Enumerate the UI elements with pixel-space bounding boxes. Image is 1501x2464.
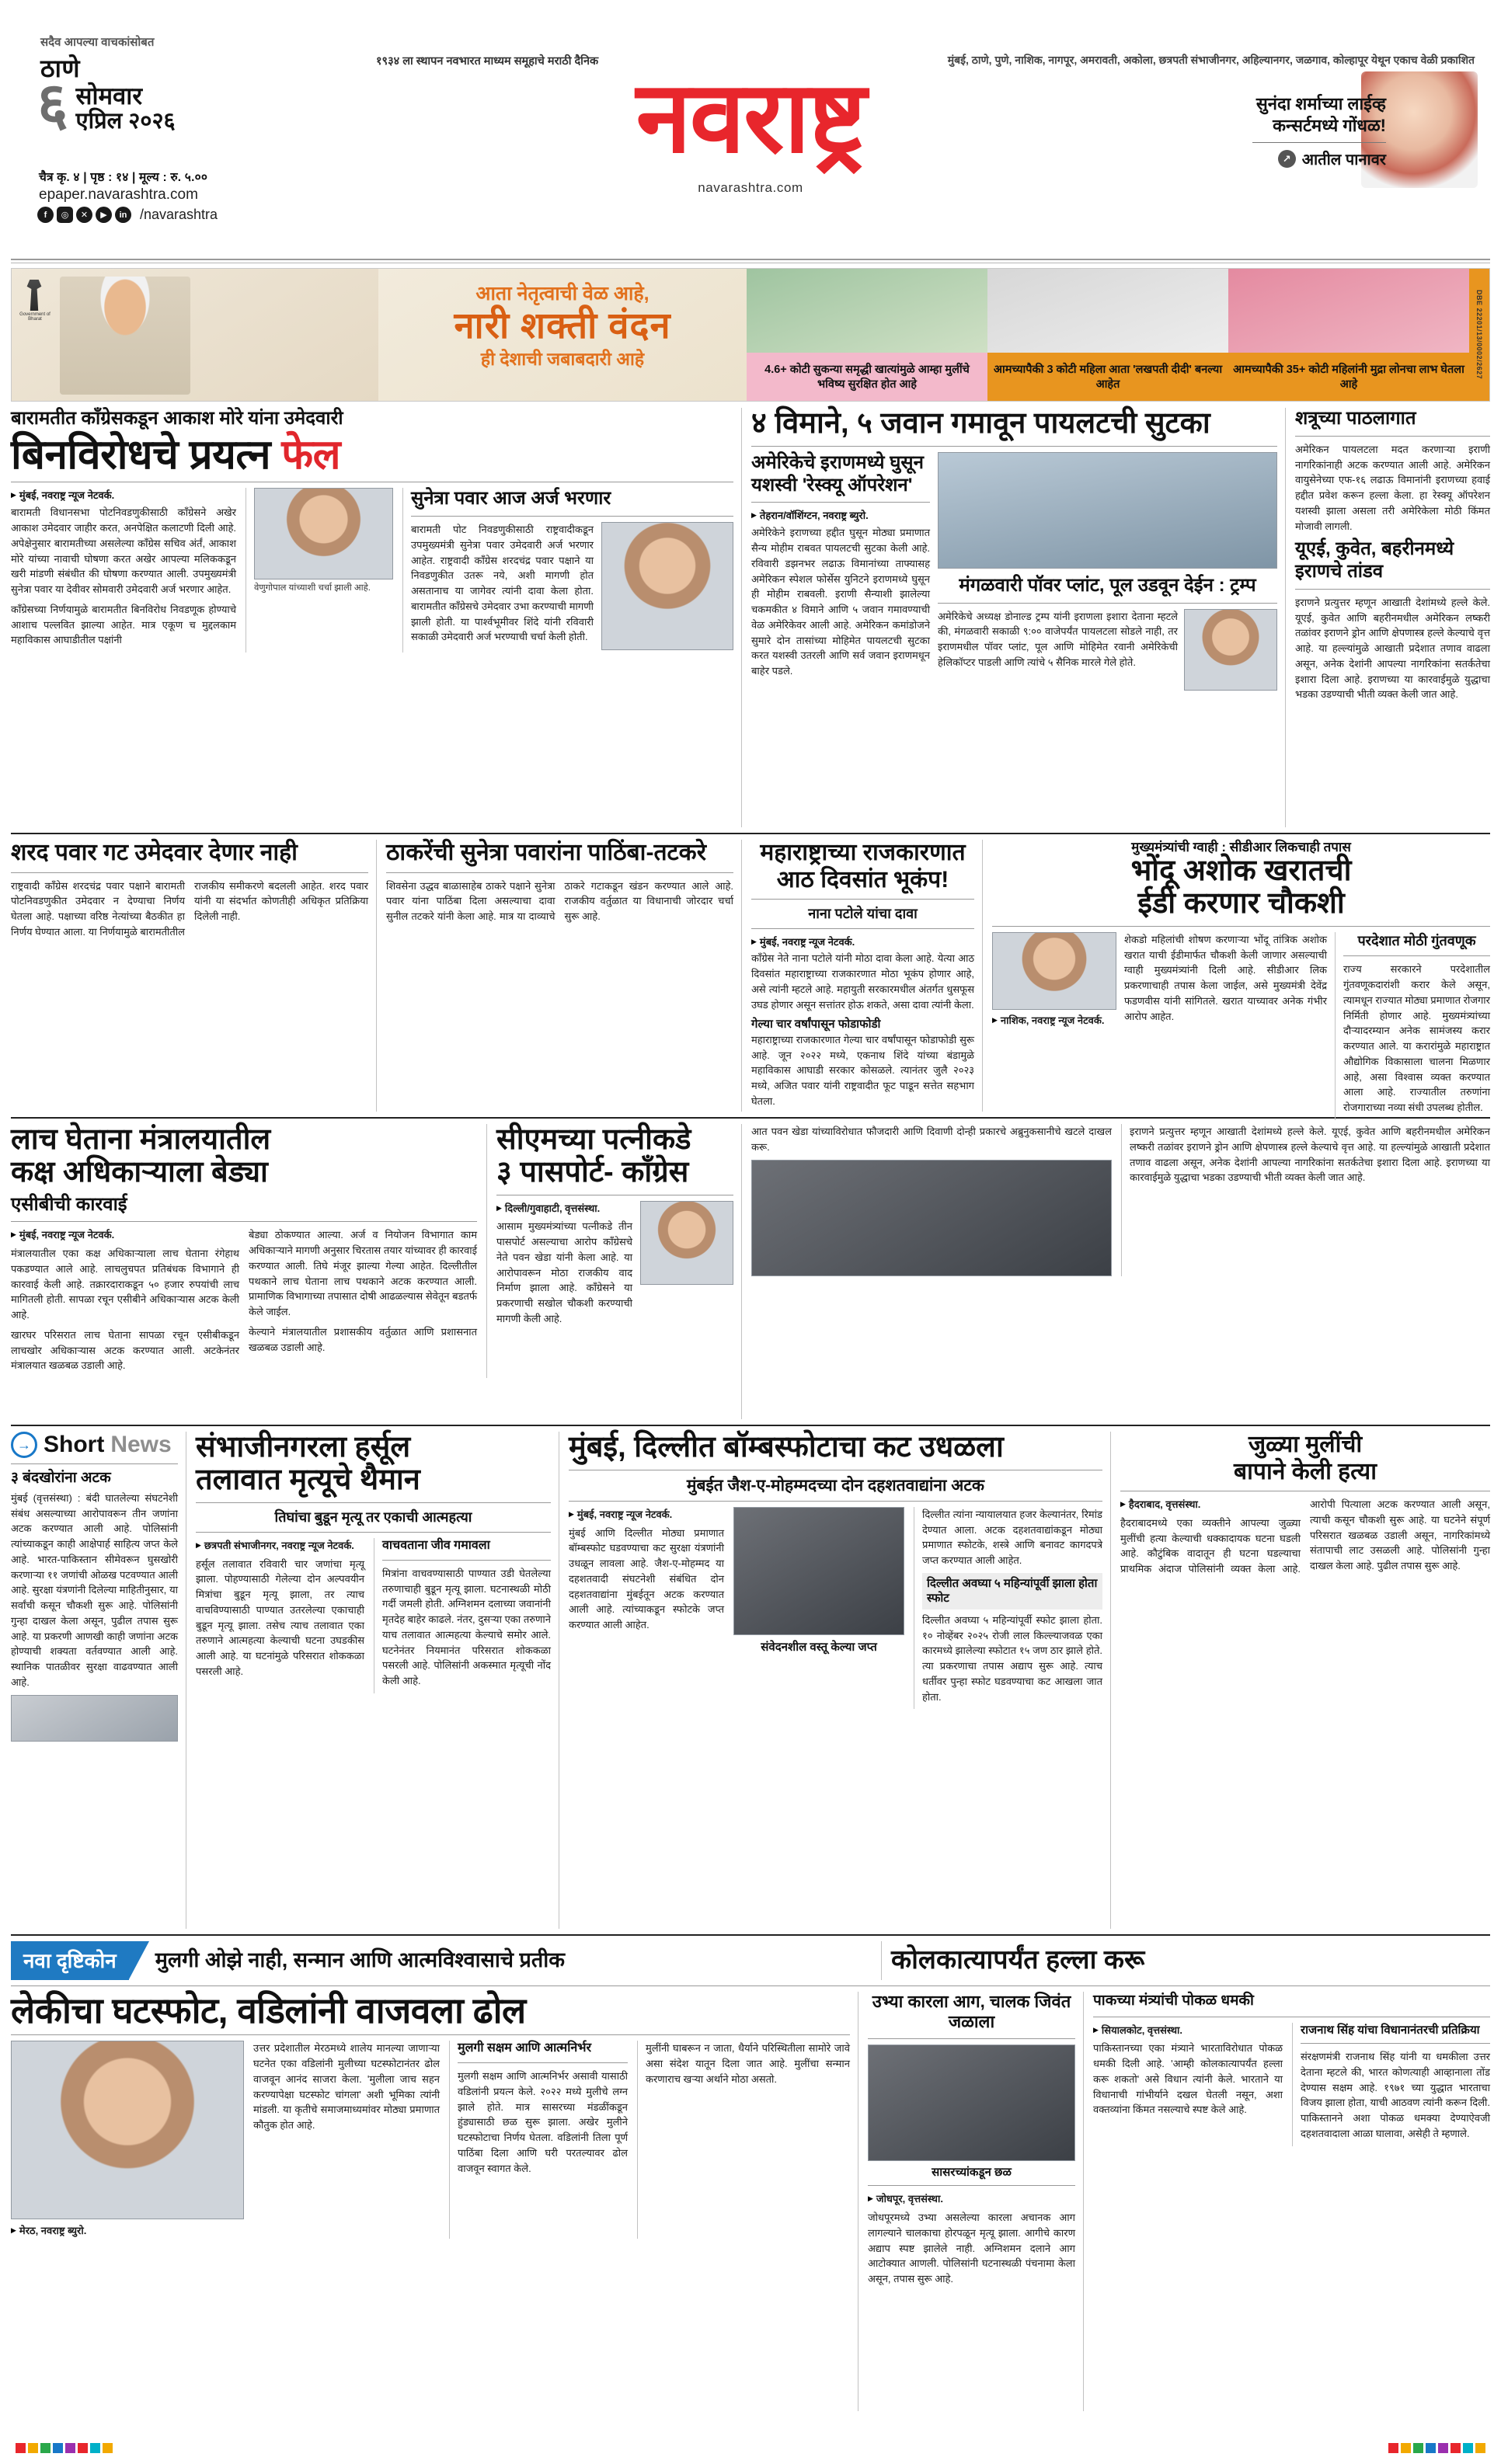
- footer-color-dots-left: [16, 2443, 113, 2453]
- bomb-box2-title: दिल्लीत अवघ्या ५ महिन्यांपूर्वी झाला होता स्फोट: [922, 1573, 1102, 1610]
- right-rail-body-1: अमेरिकन पायलटला मदत करणाऱ्या इराणी नागरिकांनाही अटक करण्यात आली आहे. अमेरिकन वायुसेनेच्या एफ-१६ लढाऊ विमानांनी इराणच्या हवाई हद्दीत प्रवेश करून हल्ला केला. हा रेस्क्यू ऑपरेशन यशस्वी झाला असला तरी अमेरिकेला मोठी किंमत मोजावी लागली.: [1295, 443, 1490, 532]
- bomb-photo: [733, 1507, 904, 1635]
- ad-cell-photo: [987, 269, 1228, 353]
- kolkata-sub-2: राजनाथ सिंह यांचा विधानानंतरची प्रतिक्रिया: [1301, 2023, 1480, 2037]
- murder-byline: ▶ हैदराबाद, वृत्तसंस्था.: [1120, 1497, 1301, 1512]
- short-news-title-1: Short: [44, 1432, 105, 1457]
- row-5: [11, 1992, 1490, 2411]
- color-dot: [1426, 2443, 1436, 2453]
- right-rail-title-1: शत्रूच्या पाठलागात: [1295, 408, 1416, 429]
- national-emblem-icon: [24, 280, 44, 311]
- lead-left-text-col-2: [402, 488, 733, 653]
- logo-text: नवराष्ट्र: [636, 60, 865, 176]
- ed-headline-1: भोंदू अशोक खरातची: [1130, 854, 1352, 888]
- bribe-byline: ▶ मुंबई, नवराष्ट्र न्यूज नेटवर्क.: [11, 1227, 239, 1243]
- passport-body-1: आसाम मुख्यमंत्र्यांच्या पत्नीकडे तीन पासपोर्ट असल्याचा आरोप काँग्रेसचे नेते पवन खेडा यांनी केला आहे. या आरोपावरून मोठा राजकीय वाद निर्माण झाला आहे. काँग्रेसने या प्रकरणाची सखोल चौकशी करण्याची मागणी केली आहे.: [496, 1220, 632, 1324]
- quake-headline-1: महाराष्ट्राच्या राजकारणात: [760, 840, 966, 865]
- ad-cell-text: आमच्यापैकी 3 कोटी महिला आता 'लखपती दीदी' बनल्या आहेत: [987, 353, 1228, 402]
- foreign-trip-box: [1335, 932, 1490, 1120]
- color-dot: [65, 2443, 75, 2453]
- ad-leader-photo: [60, 277, 190, 395]
- bomb-box-body: दिल्लीत त्यांना न्यायालयात हजर केल्यानंतर, रिमांड देण्यात आला. अटक दहशतवाद्यांकडून मोठ्या प्रमाणात स्फोटके, शस्त्रे आणि बनावट कागदपत्रे जप्त करण्यात आली आहेत.: [922, 1508, 1102, 1567]
- harsul-sub-2: वाचवताना जीव गमावला: [382, 1538, 490, 1552]
- promo-divider: [1252, 142, 1386, 143]
- lead-story-right: [741, 408, 1277, 827]
- founded-line: १९३४ ला स्थापन नवभारत माध्यम समूहाचे मराठी दैनिक: [376, 55, 599, 68]
- color-dot: [28, 2443, 38, 2453]
- newview-byline: ▶ मेरठ, नवराष्ट्र ब्युरो.: [11, 2223, 244, 2239]
- lead-right-col-1: [751, 452, 930, 691]
- color-dot: [40, 2443, 50, 2453]
- lead-right-col-2: [938, 452, 1277, 691]
- masthead-tagline: सदैव आपल्या वाचकांसोबत: [40, 36, 155, 49]
- promo-link[interactable]: [1221, 148, 1386, 169]
- bomb-box-title: संवेदनशील वस्तू केल्या जप्त: [761, 1640, 877, 1654]
- masthead-edition: ठाणे: [40, 54, 81, 82]
- color-dot: [53, 2443, 63, 2453]
- footer-color-dots-right: [1388, 2443, 1485, 2453]
- quake-body: काँग्रेस नेते नाना पटोले यांनी मोठा दावा केला आहे. येत्या आठ दिवसांत महाराष्ट्राच्या राजकारणात मोठा भूकंप होणार आहे, असे त्यांनी म्हटले आहे. महायुती सरकारमधील अंतर्गत धुसफूस उघड होणार असून सत्तांतर होऊ शकते, असा दावा त्यांनी केला.: [751, 952, 974, 1011]
- right-rail-body-2: इराणने प्रत्युत्तर म्हणून आखाती देशांमध्ये हल्ले केले. यूएई, कुवेत आणि बहरीनमधील अमेरिकन लष्करी तळांवर इराणने ड्रोन आणि क्षेपणास्त्र हल्ले केल्याचे वृत्त आहे. या हल्ल्यांमुळे आखाती प्रदेशात तणाव वाढला असून, अनेक देशांनी आपल्या नागरिकांना सतर्कतेचा इशारा दिला आहे. इराणच्या या कारवाईमुळे युद्धाचा भडका उडण्याची भीती व्यक्त केली जात आहे.: [1295, 596, 1490, 701]
- ad-line-3: ही देशाची जबाबदारी आहे: [480, 348, 645, 369]
- ad-message-panel: [378, 269, 747, 401]
- ed-byline: ▶ नाशिक, नवराष्ट्र न्यूज नेटवर्क.: [992, 1013, 1116, 1028]
- lead-left-body-3: बारामती पोट निवडणुकीसाठी राष्ट्रवादीकडून उपमुख्यमंत्री सुनेत्रा पवार उमेदवारी अर्ज भरणार आहेत. राष्ट्रवादी काँग्रेस शरदचंद्र पवार पक्षाने या निवडणुकीत उतरू नये, अशी मागणी होत असतानाच या जागेवर त्यांनी दावा केला होता. बारामतीत काँग्रेसचे उमेदवार उभा करण्याची मागणी झाली होती. या पार्श्वभूमीवर शिंदे यांनी रविवारी सकाळी उमेदवारी अर्ज भरण्याची चर्चा केली होती.: [411, 524, 594, 643]
- story-ed-probe: [982, 840, 1490, 1112]
- date-month-year: एप्रिल २०२६: [75, 108, 176, 134]
- ad-cell-photo: [1228, 269, 1469, 353]
- ad-left-panel: [12, 269, 378, 401]
- murder-headline-1: जुळ्या मुलींची: [1248, 1432, 1363, 1457]
- lead-left-subhead: सुनेत्रा पवार आज अर्ज भरणार: [411, 488, 611, 510]
- arrow-icon: ↗: [1278, 150, 1296, 168]
- lead-right-box-title: मंगळवारी पॉवर प्लांट, पूल उडवून देईन : ट्रम्प: [959, 574, 1256, 596]
- row3-right: [741, 1124, 1490, 1419]
- story-passport: [486, 1124, 733, 1378]
- color-dot: [16, 2443, 26, 2453]
- lead-right-box-body: अमेरिकेचे अध्यक्ष डोनाल्ड ट्रम्प यांनी इराणला इशारा देताना म्हटले की, मंगळवारी सकाळी ९:०० वाजेपर्यंत पायलटला सोडले नाही, तर इराणमधील पॉवर प्लांट, पूल आणि मोहिमेत रवानी अमेरिकेची हेलिकॉप्टर पाडली आणि त्यांचे ५ सैनिक मारले गेले होते.: [938, 610, 1178, 668]
- ad-code: DBE 22201/13/0002/2627: [1469, 269, 1489, 401]
- color-dot: [1413, 2443, 1423, 2453]
- social-links[interactable]: [37, 207, 218, 223]
- row3-body-extra: इराणने प्रत्युत्तर म्हणून आखाती देशांमध्ये हल्ले केले. यूएई, कुवेत आणि बहरीनमधील अमेरिकन लष्करी तळांवर इराणने ड्रोन आणि क्षेपणास्त्र हल्ले केल्याचे वृत्त आहे. या हल्ल्यांमुळे आखाती प्रदेशात तणाव वाढला असून, अनेक देशांनी आपल्या नागरिकांना सतर्कतेचा इशारा दिला आहे. इराणच्या या कारवाईमुळे युद्धाचा भडका उडण्याची भीती व्यक्त केली जात आहे.: [1130, 1126, 1490, 1184]
- facebook-icon[interactable]: f: [37, 207, 54, 223]
- bribe-headline-2: कक्ष अधिकाऱ्याला बेड्या: [11, 1155, 268, 1188]
- ad-benefit-cells: [747, 269, 1469, 401]
- color-dot: [1388, 2443, 1398, 2453]
- story-new-viewpoint: [11, 1992, 850, 2411]
- harsul-body-2: मित्रांना वाचवण्यासाठी पाण्यात उडी घेतलेल्या तरुणाचाही बुडून मृत्यू झाला. घटनास्थळी मोठी गर्दी जमली होती. अग्निशमन दलाच्या जवानांनी मृतदेह बाहेर काढले. नंतर, दुसऱ्या एका तरुणाने याच तलावात आत्महत्या केल्याचे समोर आले. घटनेनंतर नियमानंत परिसरात शोककळा पसरली आहे. पोलिसांनी अकस्मात मृत्यूची नोंद केली आहे.: [382, 1567, 551, 1687]
- color-dot: [103, 2443, 113, 2453]
- kolkata-subhead: पाकच्या मंत्र्यांची पोकळ धमकी: [1093, 1992, 1254, 2009]
- row3-divider: [11, 1425, 1490, 1426]
- story-car-fire: [858, 1992, 1075, 2411]
- lead-right-headline: ४ विमाने, ५ जवान गमावून पायलटची सुटका: [751, 407, 1210, 440]
- color-dot: [1451, 2443, 1461, 2453]
- lead-left-photo: [254, 488, 393, 579]
- ad-line-1: आता नेतृत्वाची वेळ आहे,: [475, 283, 650, 305]
- lead-right-body: अमेरिकेने इराणच्या हद्दीत घुसून मोठ्या प्रमाणात सैन्य मोहीम राबवत पायलटची सुटका केली आहे. रविवारी डझनभर लढाऊ विमानांच्या ताफ्यासह अमेरिकन स्पेशल फोर्सेस युनिटने इराणमध्ये घुसून ही मोहीम राबवली. इराणी सैन्याशी झालेल्या चकमकीत ४ विमाने आणि ५ जवान गमावण्याची वेळ अमेरिकेवर आली आहे. अमेरिकन कमांडोजने सुमारे दोन तासांच्या मोहिमेत पायलटची सुटका करत यशस्वी उतरली आणि सर्व जवान इराणमधून बाहेर पडले.: [751, 527, 930, 677]
- sharad-body: राष्ट्रवादी काँग्रेस शरदचंद्र पवार पक्षाने बारामती पोटनिवडणुकीत उमेदवार न देण्याचा निर्णय घेतला आहे. पक्षाच्या वरिष्ठ नेत्यांच्या बैठकीत हा निर्णय घेण्यात आला. या निर्णयामुळे बारामतीतील राजकीय समीकरणे बदलली आहेत. शरद पवार यांनी या संदर्भात कोणतीही अधिकृत प्रतिक्रिया दिलेली नाही.: [11, 879, 368, 938]
- thackeray-headline: ठाकरेंची सुनेत्रा पवारांना पाठिंबा-तटकरे: [386, 840, 706, 865]
- carfire-byline: ▶ जोधपूर, वृत्तसंस्था.: [868, 2191, 1075, 2207]
- lead-right-sub-1: अमेरिकेचे इराणमध्ये घुसून: [751, 451, 924, 473]
- ad-cell-text: आमच्यापैकी 35+ कोटी महिलांनी मुद्रा लोनचा लाभ घेतला आहे: [1228, 353, 1469, 402]
- lead-left-body-1: बारामती विधानसभा पोटनिवडणुकीसाठी काँग्रेसने अखेर आकाश उमेदवार जाहीर करत, अनपेक्षित कलाटणी दिली आहे. अपेक्षेनुसार बारामतीच्या असलेल्या काँग्रेस सचिव अंर्तं, आकाश मोरे यांच्या नावाची घोषणा करत अखेर आपल्या मलिककडून खरी मांडणी संबंधीत की घोषणा करण्यात आली. उपमुख्यमंत्री सुनेत्रा पवार या देवीवर सोमवारी उमेदवारी अर्ज भरणार आहेत.: [11, 506, 236, 596]
- right-rail-top: [1285, 408, 1490, 827]
- newview-body: उत्तर प्रदेशातील मेरठमध्ये शालेय मानल्या जाणाऱ्या घटनेत एका वडिलांनी मुलीच्या घटस्फोटानंतर ढोल वाजवून आनंद साजरा केला. 'मुलीला जाच सहन करण्यापेक्षा घटस्फोट चांगला' अशी भूमिका त्यांनी मांडली. या कृतीचे समाजमाध्यमांवर मोठ्या प्रमाणात कौतुक होत आहे.: [253, 2042, 440, 2132]
- lead-left-photo-2: [601, 522, 733, 650]
- kolkata-byline: ▶ सियालकोट, वृत्तसंस्था.: [1093, 2023, 1283, 2038]
- ed-headline-2: ईडी करणार चौकशी: [1137, 887, 1345, 921]
- kolkata-body-2: संरक्षणमंत्री राजनाथ सिंह यांनी या धमकीला उत्तर देताना म्हटले की, भारत कोणत्याही आव्हानाला तोंड देण्यास सक्षम आहे. १९७१ च्या युद्धात भारताचा विजय झाला होता, याची आठवण त्यांनी करून दिली. पाकिस्तानने अशा पोकळ धमक्या देण्याऐवजी दहशतवादाला आळा घालावा, असेही ते म्हणाले.: [1301, 2051, 1490, 2139]
- sharad-headline: शरद पवार गट उमेदवार देणार नाही: [11, 840, 298, 865]
- promo-headline: सुनंदा शर्माच्या लाईव्ह कन्सर्टमध्ये गोंधळ!: [1255, 94, 1386, 135]
- quake-sub-2: गेल्या चार वर्षांपासून फोडाफोडी: [751, 1018, 881, 1032]
- bomb-body: मुंबई आणि दिल्लीत मोठ्या प्रमाणात बॉम्बस्फोट घडवण्याचा कट सुरक्षा यंत्रणांनी उधळून लावला आहे. जैश-ए-मोहम्मद या दहशतवादी संघटनेशी संबंधित दोन दहशतवाद्यांना मुंबईतून अटक करण्यात आली आहे. त्यांच्याकडून स्फोटके जप्त करण्यात आली आहेत.: [569, 1526, 724, 1631]
- harsul-headline-1: संभाजीनगरला हर्सूल: [196, 1431, 411, 1463]
- harsul-headline-2: तलावात मृत्यूचे थैमान: [196, 1463, 420, 1496]
- lead-right-byline: ▶ तेहरान/वॉशिंग्टन, नवराष्ट्र ब्युरो.: [751, 508, 930, 522]
- color-dot: [1463, 2443, 1473, 2453]
- bribe-subhead: एसीबीची कारवाई: [11, 1193, 127, 1215]
- bribe-headline-1: लाच घेताना मंत्रालयातील: [11, 1123, 271, 1156]
- carfire-body: जोधपूरमध्ये उभ्या असलेल्या कारला अचानक आग लागल्याने चालकाचा होरपळून मृत्यू झाला. आगीचे कारण अद्याप स्पष्ट झालेले नाही. अग्निशमन दलाने आग आटोक्यात आणली. पोलिसांनी घटनास्थळी पंचनामा केला असून, तपास सुरू आहे.: [868, 2212, 1075, 2285]
- social-handle: /navarashtra: [140, 207, 218, 222]
- murder-headline-2: बापाने केली हत्या: [1234, 1458, 1377, 1484]
- masthead-promo[interactable]: [1221, 71, 1478, 219]
- murder-body: हैदराबादमध्ये एका व्यक्तीने आपल्या जुळ्या मुलींची हत्या केल्याची धक्कादायक घटना घडली आहे. कौटुंबिक वादातून ही घटना घडल्याचा प्राथमिक अंदाज पोलिसांनी व्यक्त केला आहे. आरोपी पित्याला अटक करण्यात आली असून, त्याची कसून चौकशी सुरू आहे. या घटनेने संपूर्ण परिसरात खळबळ उडाली असून, नागरिकांमध्ये संतापाची लाट उसळली आहे. पोलिसांनी गुन्हा दाखल केला आहे. पुढील तपास सुरू आहे.: [1120, 1498, 1490, 1575]
- lead-left-body-2: काँग्रेसच्या निर्णयामुळे बारामतीत बिनविरोध निवडणूक होण्याचे आशाच पल्लवित झाल्या आहेत. मात्र एकूण च मुद्दलकाम महाविकास आघाडीतील पक्षांनी: [11, 603, 236, 646]
- top-advertisement[interactable]: [11, 268, 1490, 402]
- story-bribe: [11, 1124, 733, 1419]
- lead-left-text-col-1: [11, 488, 236, 653]
- right-rail-title-2: यूएई, कुवेत, बहरीनमध्ये इराणचे तांडव: [1295, 538, 1454, 583]
- ad-emblem-caption: Government of Bharat: [19, 312, 50, 322]
- newview-headline: लेकीचा घटस्फोट, वडिलांनी वाजवला ढोल: [11, 1990, 526, 2031]
- row-4: [11, 1432, 1490, 1929]
- ad-cell-text: 4.6+ कोटी सुकन्या समृद्धी खात्यांमुळे आम्हा मुलींचे भविष्य सुरक्षित होत आहे: [747, 353, 987, 402]
- arrow-right-icon: →: [11, 1432, 37, 1458]
- color-dot: [78, 2443, 88, 2453]
- lead-right-sub-2: यशस्वी 'रेस्क्यू ऑपरेशन': [751, 474, 913, 496]
- short-news-item-body: मुंबई (वृत्तसंस्था) : बंदी घातलेल्या संघटनेशी संबंध असल्याच्या आरोपावरून तीन जणांना अटक करण्यात आली आहे. पोलिसांनी त्यांच्याकडून काही आक्षेपार्ह साहित्य जप्त केले आहे. भारत-पाकिस्तान सीमेवरून घुसखोरी करणाऱ्या ११ जणांची ओळख पटवण्यात आली आहे. सुरक्षा यंत्रणांनी दिलेल्या माहितीनुसार, या सर्वांची कसून चौकशी सुरू आहे. पोलिसांनी गुन्हा दाखल केला असून, पुढील तपास सुरू आहे. या प्रकरणी आणखी काही जणांना अटक होण्याची शक्यता वर्तवण्यात आली आहे. स्थानिक पातळीवर सुरक्षा वाढवण्यात आली आहे.: [11, 1491, 178, 1688]
- short-news-divider-block: [11, 1695, 178, 1742]
- lead-left-byline: ▶ मुंबई, नवराष्ट्र न्यूज नेटवर्क.: [11, 488, 236, 502]
- ed-photo: [992, 932, 1116, 1010]
- bribe-body-1: मंत्रालयातील एका कक्ष अधिकाऱ्याला लाच घेताना रंगेहाथ पकडण्यात आले आहे. लाचलुचपत प्रतिबंधक विभागाने ही कारवाई केली आहे. तक्रारदाराकडून ५० हजार रुपयांची लाच मागितली होती. सापळा रचून एसीबीने अधिकाऱ्यास अटक केली आहे.: [11, 1248, 239, 1321]
- bribe-body-4: केल्याने मंत्रालयातील प्रशासकीय वर्तुळात आणि प्रशासनात खळबळ उडाली आहे.: [249, 1325, 477, 1353]
- headline-main: बिनविरोधचे प्रयत्न: [11, 431, 271, 478]
- short-news-section: [11, 1432, 178, 1929]
- quake-subhead: नाना पटोले यांचा दावा: [808, 906, 918, 921]
- ad-line-2: नारी शक्ती वंदन: [454, 305, 671, 346]
- x-icon[interactable]: ✕: [76, 207, 92, 223]
- newview-body-3: मुलींनी घाबरून न जाता, धैर्याने परिस्थितीला सामोरे जावे असा संदेश यातून दिला जात आहे. मुलींचा सन्मान करणाराच खऱ्या अर्थाने मोठा असतो.: [646, 2042, 850, 2085]
- carfire-headline: उभ्या कारला आग, चालक जिवंत जळाला: [872, 1992, 1071, 2032]
- quake-body-2: महाराष्ट्राच्या राजकारणात गेल्या चार वर्षांपासून फोडाफोडी सुरू आहे. जून २०२२ मध्ये, एकनाथ शिंदे यांच्या बंडामुळे महाविकास आघाडी सरकार कोसळले. त्यानंतर जुलै २०२३ मध्ये, अजित पवार यांनी राष्ट्रवादीत फूट पाडून सत्तेत सहभाग घेतला.: [751, 1033, 974, 1107]
- lead-right-photo-2: [1184, 609, 1277, 691]
- cities-line: मुंबई, ठाणे, पुणे, नाशिक, नागपूर, अमरावती, अकोला, छत्रपती संभाजीनगर, अहिल्यानगर, जळगाव, कोल्हापूर येथून एकाच वेळी प्रकाशित: [947, 54, 1475, 66]
- passport-headline-2: ३ पासपोर्ट- काँग्रेस: [496, 1155, 689, 1188]
- bribe-body-3: बेड्या ठोकण्यात आल्या. अर्ज व नियोजन विभागात काम अधिकाऱ्याने मागणी अनुसार चिरतास तयार यांच्यावर ही कारवाई करण्यात आली. तिघे मंजूर झाल्या गेल्या आहेत. दिल्लीतील पथकाने लाच घेताना लाच पथकाने अटक करण्यात आली. प्रामाणिक विभागाच्या तपासात दोषी आढळल्यास सेवेतून बडतर्फ केले जाईल.: [249, 1229, 477, 1318]
- passport-body-2: आत पवन खेडा यांच्याविरोधात फौजदारी आणि दिवाणी दोन्ही प्रकारचे अब्रुनुकसानीचे खटले दाखल करू.: [751, 1126, 1112, 1153]
- section-tag-new-viewpoint[interactable]: नवा दृष्टिकोन: [11, 1941, 129, 1980]
- lead-left-photo-2-wrap: [601, 522, 733, 650]
- passport-headline-1: सीएमच्या पत्नीकडे: [496, 1123, 691, 1156]
- harsul-body: हर्सूल तलावात रविवारी चार जणांचा मृत्यू झाला. पोहण्यासाठी गेलेल्या दोन अल्पवयीन मित्रांचा बुडून मृत्यू झाला, तर त्याच वाचविण्यासाठी पाण्यात उतरलेल्या एकाचाही बुडून मृत्यू झाला. तसेच त्याच तलावात एका तरुणाने आत्महत्या केल्याची घटना उघडकीस आली आहे. या घटनांमुळे परिसरात शोककळा पसरली आहे.: [196, 1557, 364, 1677]
- lead-row: [11, 408, 1490, 827]
- foreign-trip-title: परदेशात मोठी गुंतवणूक: [1357, 932, 1476, 948]
- story-harsul: [186, 1432, 551, 1929]
- bomb-headline: मुंबई, दिल्लीत बॉम्बस्फोटाचा कट उधळला: [569, 1431, 1004, 1463]
- masthead: [11, 0, 1490, 256]
- color-dot: [1475, 2443, 1485, 2453]
- bomb-subhead: मुंबईत जैश-ए-मोहम्मदच्या दोन दहशतवाद्यांना अटक: [686, 1476, 985, 1495]
- quake-byline: ▶ मुंबई, नवराष्ट्र न्यूज नेटवर्क.: [751, 934, 974, 948]
- carfire-photo: [868, 2045, 1075, 2161]
- masthead-rule-1: [11, 259, 1490, 260]
- linkedin-icon[interactable]: in: [115, 207, 131, 223]
- youtube-icon[interactable]: ▶: [96, 207, 112, 223]
- promo-link-label: आतील पानावर: [1301, 151, 1386, 169]
- color-dot: [1438, 2443, 1448, 2453]
- foreign-trip-body: राज्य सरकारने परदेशातील गुंतवणूकदारांशी करार केले असून, त्यामधून राज्यात मोठ्या प्रमाणात रोजगार निर्मिती होणार आहे. मुख्यमंत्र्यांच्या दौऱ्यादरम्यान अनेक सामंजस्य करार करण्यात आले. या करारांमुळे महाराष्ट्रात औद्योगिक विकासाला चालना मिळणार आहे, असा विश्वास व्यक्त करण्यात आला आहे. राज्यातील तरुणांना रोजगाराच्या नव्या संधी उपलब्ध होतील.: [1343, 963, 1490, 1114]
- headline-accent: फेल: [281, 431, 341, 478]
- row-5-header: [11, 1941, 1490, 1980]
- ad-cell: [747, 269, 987, 401]
- ad-cell: [1228, 269, 1469, 401]
- ed-body: शेकडो महिलांची शोषण करणाऱ्या भोंदू तांत्रिक अशोक खरात याची ईडीमार्फत चौकशी केली जाणार असल्याची ग्वाही मुख्यमंत्र्यांनी दिली आहे. सीडीआर लिक प्रकरणाचाही तपास केला जाईल, असे मुख्यमंत्री देवेंद्र फडणवीस यांनी सांगितले. खरात याच्यावर अनेक गंभीर आरोप आहेत.: [1124, 933, 1327, 1022]
- row-2: [11, 840, 1490, 1112]
- harsul-subhead: तिघांचा बुडून मृत्यू तर एकाची आत्महत्या: [274, 1509, 472, 1525]
- row1-divider: [11, 833, 1490, 834]
- lead-right-photo: [938, 452, 1277, 569]
- row5-rule: [11, 1985, 1490, 1986]
- story-thackeray: [376, 840, 733, 1112]
- date-day-number: ६: [37, 71, 68, 137]
- row4-divider: [11, 1934, 1490, 1936]
- carfire-caption-title: सासरच्यांकडून छळ: [932, 2165, 1012, 2179]
- color-dot: [90, 2443, 100, 2453]
- row-3: [11, 1124, 1490, 1419]
- newview-body-2: मुलगी सक्षम आणि आत्मनिर्भर असावी यासाठी वडिलांनी प्रयत्न केले. २०२२ मध्ये मुलीचे लग्न झाले होते. मात्र सासरच्या मंडळींकडून हुंड्यासाठी छळ सुरू झाला. अखेर मुलीने घटस्फोटाचा निर्णय घेतला. वडिलांनी तिला पूर्ण पाठिंबा दिला आणि घरी परतल्यावर ढोल वाजवून स्वागत केले.: [458, 2070, 628, 2174]
- short-news-item-headline: ३ बंदखोरांना अटक: [11, 1470, 111, 1486]
- story-bomb-plot: [559, 1432, 1102, 1929]
- story-murder: [1110, 1432, 1490, 1929]
- bomb-box2-body: दिल्लीत अवघ्या ५ महिन्यांपूर्वी स्फोट झाला होता. १० नोव्हेंबर २०२५ रोजी लाल किल्ल्याजवळ एका कारमध्ये झालेल्या स्फोटात १५ जण ठार झाले होते. त्या प्रकरणाचा तपास अद्याप सुरू आहे. त्याच धर्तीवर पुन्हा स्फोट घडवण्याचा कट आखला जात होता.: [922, 1613, 1102, 1703]
- masthead-meta: चैत्र कृ. ४ | पृष्ठ : १४ | मूल्य : रु. ५.००: [39, 171, 208, 184]
- masthead-datebox: [37, 71, 176, 137]
- lead-story-left: [11, 408, 733, 827]
- short-news-title-2: News: [110, 1432, 172, 1457]
- story-kolkata: [1083, 1992, 1490, 2411]
- short-news-header: [11, 1432, 178, 1458]
- quake-headline-2: आठ दिवसांत भूकंप!: [776, 866, 949, 893]
- story-sharad-pawar: [11, 840, 368, 1112]
- epaper-url[interactable]: epaper.navarashtra.com: [39, 186, 198, 203]
- thackeray-body: शिवसेना उद्धव बाळासाहेब ठाकरे पक्षाने सुनेत्रा पवार यांना पाठिंबा दिला असल्याचा दावा सुनील तटकरे यांनी केला आहे. मात्र या दाव्याचे ठाकरे गटाकडून खंडन करण्यात आले आहे. राजकीय वर्तुळात या विधानाची जोरदार चर्चा सुरू आहे.: [386, 879, 733, 922]
- passport-photo: [640, 1201, 733, 1285]
- newview-sub-2: मुलगी सक्षम आणि आत्मनिर्भर: [458, 2041, 592, 2055]
- ad-cell-photo: [747, 269, 987, 353]
- story-quake: [741, 840, 974, 1112]
- harsul-byline: ▶ छत्रपती संभाजीनगर, नवराष्ट्र न्यूज नेटवर्क.: [196, 1538, 364, 1554]
- color-dot: [1401, 2443, 1411, 2453]
- newview-photo-1: [11, 2041, 244, 2219]
- lead-left-photo-col: [246, 488, 393, 653]
- instagram-icon[interactable]: ◎: [57, 207, 73, 223]
- lead-left-photo-caption: वेणुगोपाल यांच्याशी चर्चा झाली आहे.: [254, 583, 371, 593]
- kolkata-headline: कोलकात्यापर्यंत हल्ला करू: [891, 1945, 1145, 1975]
- ad-cell: [987, 269, 1228, 401]
- ed-kicker: मुख्यमंत्र्यांची ग्वाही : सीडीआर लिकचाही तपास: [1131, 840, 1351, 854]
- website-url[interactable]: navarashtra.com: [698, 180, 803, 195]
- lead-left-kicker: बारामतीत काँग्रेसकडून आकाश मोरे यांना उमेदवारी: [11, 408, 343, 429]
- bomb-byline: ▶ मुंबई, नवराष्ट्र न्यूज नेटवर्क.: [569, 1507, 724, 1523]
- row3-photo-1: [751, 1160, 1112, 1276]
- kolkata-body: पाकिस्तानच्या एका मंत्र्याने भारताविरोधात पोकळ धमकी दिली आहे. 'आम्ही कोलकात्यापर्यंत हल्ला करू शकतो' असे विधान त्यांनी केले. भारताने या विधानाची गांभीर्याने दखल घेतली नसून, अशा वक्तव्यांना किंमत नसल्याचे स्पष्ट केले आहे.: [1093, 2042, 1283, 2116]
- date-day-name: सोमवार: [75, 82, 142, 110]
- lead-left-headline: [11, 433, 733, 477]
- passport-byline: ▶ दिल्ली/गुवाहाटी, वृत्तसंस्था.: [496, 1201, 632, 1216]
- new-viewpoint-banner: मुलगी ओझे नाही, सन्मान आणि आत्मविश्वासाचे प्रतीक: [155, 1948, 565, 1972]
- bribe-body-2: खारघर परिसरात लाच घेताना सापळा रचून एसीबीकडून लाचखोर अधिकाऱ्यास अटक करण्यात आली. अटकेनंतर मंत्रालयात खळबळ उडाली आहे.: [11, 1328, 239, 1372]
